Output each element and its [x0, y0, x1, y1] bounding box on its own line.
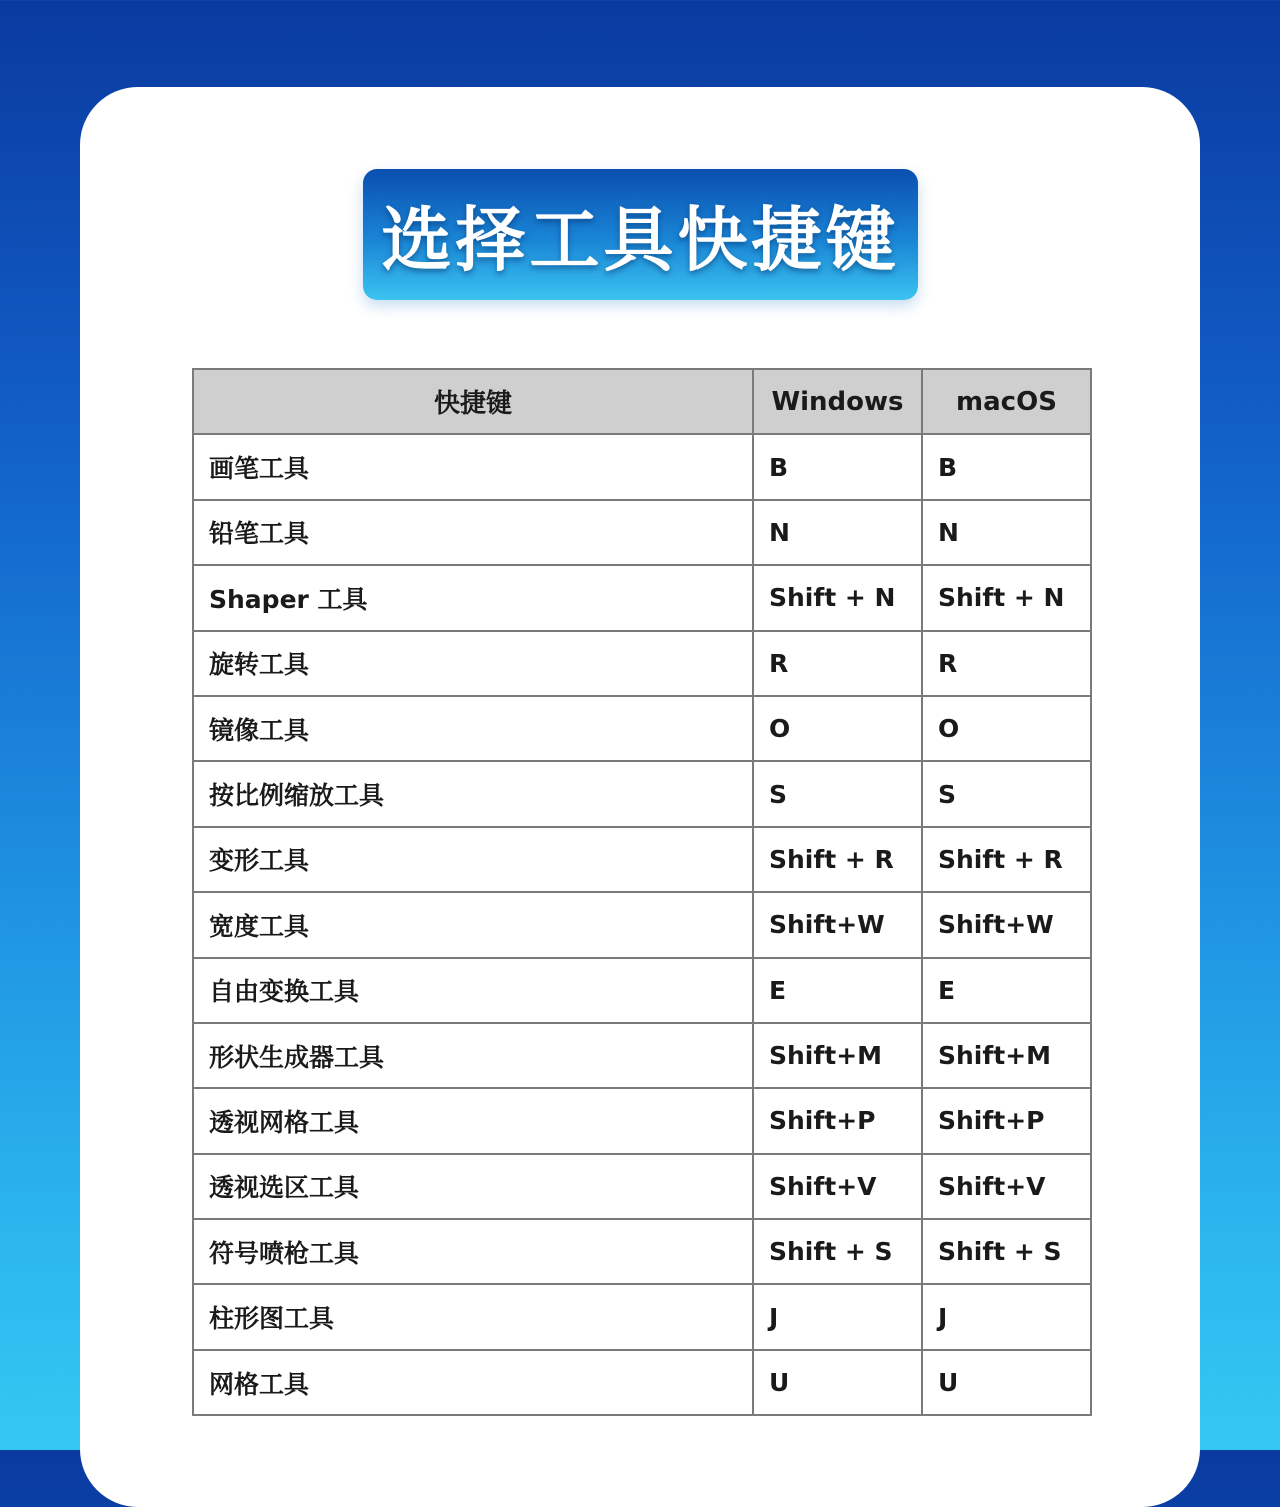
- windows-key: Shift+P: [753, 1088, 922, 1153]
- table-row: [193, 1023, 1091, 1088]
- macos-key: U: [922, 1350, 1091, 1415]
- windows-key: U: [753, 1350, 922, 1415]
- table-row: [193, 1088, 1091, 1153]
- macos-key: Shift+W: [922, 892, 1091, 957]
- tool-name: 铅笔工具: [193, 500, 753, 565]
- tool-name: 网格工具: [193, 1350, 753, 1415]
- tool-name: 宽度工具: [193, 892, 753, 957]
- macos-key: Shift + N: [922, 565, 1091, 630]
- tool-name: 变形工具: [193, 827, 753, 892]
- macos-key: Shift + S: [922, 1219, 1091, 1284]
- macos-key: Shift+M: [922, 1023, 1091, 1088]
- tool-name: 旋转工具: [193, 631, 753, 696]
- header-windows: Windows: [753, 369, 922, 434]
- tool-name: 按比例缩放工具: [193, 761, 753, 826]
- macos-key: Shift+P: [922, 1088, 1091, 1153]
- macos-key: B: [922, 434, 1091, 499]
- macos-key: N: [922, 500, 1091, 565]
- tool-name: 形状生成器工具: [193, 1023, 753, 1088]
- table-row: [193, 827, 1091, 892]
- header-shortcut: 快捷键: [193, 369, 753, 434]
- page-title: 选择工具快捷键: [381, 199, 900, 281]
- table-row: [193, 1219, 1091, 1284]
- windows-key: R: [753, 631, 922, 696]
- table-row: [193, 1284, 1091, 1349]
- table-header-row: [193, 369, 1091, 434]
- table-row: [193, 1350, 1091, 1415]
- tool-name: 透视选区工具: [193, 1154, 753, 1219]
- tool-name: 镜像工具: [193, 696, 753, 761]
- windows-key: N: [753, 500, 922, 565]
- windows-key: B: [753, 434, 922, 499]
- tool-name: 画笔工具: [193, 434, 753, 499]
- macos-key: Shift + R: [922, 827, 1091, 892]
- macos-key: O: [922, 696, 1091, 761]
- windows-key: E: [753, 958, 922, 1023]
- macos-key: R: [922, 631, 1091, 696]
- table-row: [193, 434, 1091, 499]
- table-row: [193, 500, 1091, 565]
- table-row: [193, 892, 1091, 957]
- windows-key: Shift+W: [753, 892, 922, 957]
- macos-key: J: [922, 1284, 1091, 1349]
- title-banner: [363, 169, 918, 300]
- table-row: [193, 696, 1091, 761]
- windows-key: Shift + S: [753, 1219, 922, 1284]
- tool-name: 柱形图工具: [193, 1284, 753, 1349]
- windows-key: Shift + N: [753, 565, 922, 630]
- table-row: [193, 958, 1091, 1023]
- table-row: [193, 565, 1091, 630]
- tool-name: Shaper 工具: [193, 565, 753, 630]
- tool-name: 自由变换工具: [193, 958, 753, 1023]
- windows-key: O: [753, 696, 922, 761]
- macos-key: E: [922, 958, 1091, 1023]
- windows-key: S: [753, 761, 922, 826]
- table-row: [193, 761, 1091, 826]
- tool-name: 符号喷枪工具: [193, 1219, 753, 1284]
- macos-key: S: [922, 761, 1091, 826]
- macos-key: Shift+V: [922, 1154, 1091, 1219]
- windows-key: Shift+V: [753, 1154, 922, 1219]
- windows-key: J: [753, 1284, 922, 1349]
- tool-name: 透视网格工具: [193, 1088, 753, 1153]
- table-row: [193, 1154, 1091, 1219]
- shortcut-table: [192, 368, 1092, 1416]
- windows-key: Shift + R: [753, 827, 922, 892]
- table-row: [193, 631, 1091, 696]
- windows-key: Shift+M: [753, 1023, 922, 1088]
- header-macos: macOS: [922, 369, 1091, 434]
